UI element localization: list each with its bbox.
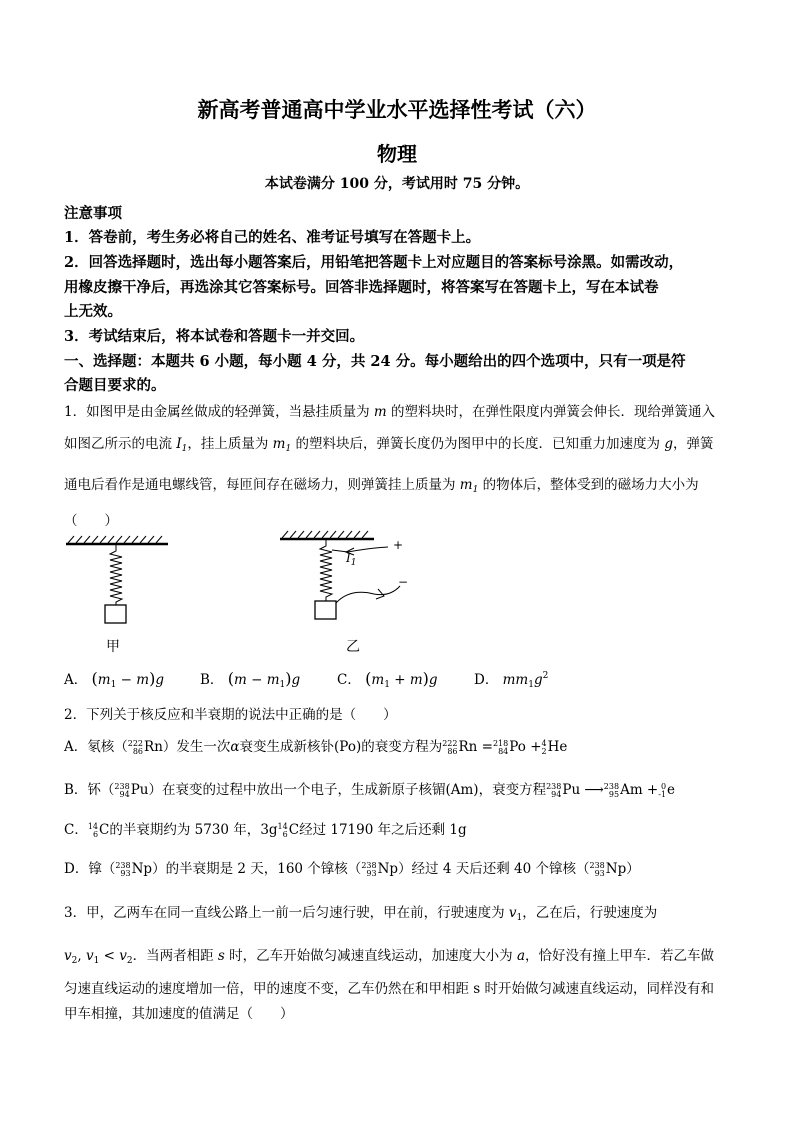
figure-yi-label: 乙 [346, 639, 360, 655]
notice-heading: 注意事项 [64, 205, 122, 222]
figure-yi-plus: + [393, 538, 404, 552]
ceiling-hatch [68, 536, 162, 543]
q1-line-3: 通电后看作是通电螺线管，每匝间存在磁场力，则弹簧挂上质量为 $m_1$ 的物体后，整体受到的磁场力大小为 [64, 477, 699, 495]
q1-answer-paren: （ ） [64, 513, 118, 529]
exam-note: 本试卷满分 100 分，考试用时 75 分钟。 [264, 176, 530, 192]
exam-title: 新高考普通高中学业水平选择性考试（六） [197, 97, 597, 122]
q2-option-a: A．氡核（ 222 86 Rn）发生一次α衰变生成新核钋(Po)的衰变方程为 222 86 Rn = 218 84 Po + 4 2 He [64, 738, 568, 756]
q3-line-3: 匀速直线运动的速度增加一倍，甲的速度不变，乙车仍然在和甲相距 s 时开始做匀减速直线运动，同样没有和 [64, 981, 715, 997]
notice-item-2-line-2: 用橡皮擦干净后，再选涂其它答案标号。回答非选择题时，将答案写在答题卡上，写在本试卷 [64, 279, 659, 296]
ceiling-hatch [282, 531, 368, 538]
q3-line-4: 甲车相撞，其加速度的值满足（ ） [64, 1006, 294, 1022]
current-wire-out [336, 586, 400, 603]
q2-option-b: B．钚（ 238 94 Pu）在衰变的过程中放出一个电子，生成新原子核镅(Am)，衰变方程 238 94 Pu ⟶ 238 95 Am + 0 -1 e [64, 781, 676, 799]
notice-item-3: 3．考试结束后，将本试卷和答题卡一并交回。 [64, 328, 365, 345]
section-1-line-2: 合题目要求的。 [64, 377, 166, 394]
figure-jia [64, 535, 174, 635]
q1-line-1: 1．如图甲是由金属丝做成的轻弹簧，当悬挂质量为 m 的塑料块时，在弹性限度内弹簧会伸长．现给弹簧通入 [64, 404, 715, 420]
q1-option-c: C． $(m_1 + m)g$ [337, 669, 438, 690]
subject-title: 物理 [377, 142, 417, 166]
spring [320, 540, 332, 601]
figure-jia-label: 甲 [106, 639, 120, 655]
q3-line-2: $v_2$, $v_1 < v_2$．当两者相距 s 时，乙车开始做匀减速直线运动，加速度大小为 a，恰好没有撞上甲车．若乙车做 [64, 948, 715, 966]
q1-line-2: 如图乙所示的电流 $I_1$，挂上质量为 $m_1$ 的塑料块后，弹簧长度仍为图甲中的长度．已知重力加速度为 g，弹簧 [64, 436, 714, 454]
section-1-line-1: 一、选择题：本题共 6 小题，每小题 4 分，共 24 分。每小题给出的四个选项中，只有一项是符 [64, 353, 686, 370]
spring [110, 545, 122, 605]
figure-yi-minus: − [398, 575, 409, 589]
current-wire-in [332, 547, 388, 552]
q3-line-1: 3．甲，乙两车在同一直线公路上一前一后匀速行驶，甲在前，行驶速度为 $v_1$，乙在后，行驶速度为 [64, 905, 658, 923]
q1-option-b: B． $(m - m_1)g$ [200, 669, 301, 690]
q2-option-c: C． 14 6 C的半衰期约为 5730 年，3g 14 6 C经过 17190 年之后还剩 1g [64, 821, 467, 839]
plastic-block [315, 601, 336, 619]
q1-option-a: A． $(m_1 - m)g$ [64, 669, 164, 690]
q1-option-d: D． $mm_1g^2$ [474, 671, 549, 690]
notice-item-2-line-3: 上无效。 [64, 303, 122, 320]
notice-item-1: 1．答卷前，考生务必将自己的姓名、准考证号填写在答题卡上。 [64, 229, 481, 246]
notice-item-2-line-1: 2．回答选择题时，选出每小题答案后，用铅笔把答题卡上对应题目的答案标号涂黑。如需改动， [64, 254, 684, 271]
q2-option-d: D．镎（ 238 93 Np）的半衰期是 2 天，160 个镎核（ 238 93 Np）经过 4 天后还剩 40 个镎核（ 238 93 Np） [64, 860, 640, 878]
plastic-block [105, 605, 126, 623]
figure-yi-current-label: $I_1$ [346, 551, 357, 568]
q2-stem: 2．下列关于核反应和半衰期的说法中正确的是（ ） [64, 707, 397, 723]
